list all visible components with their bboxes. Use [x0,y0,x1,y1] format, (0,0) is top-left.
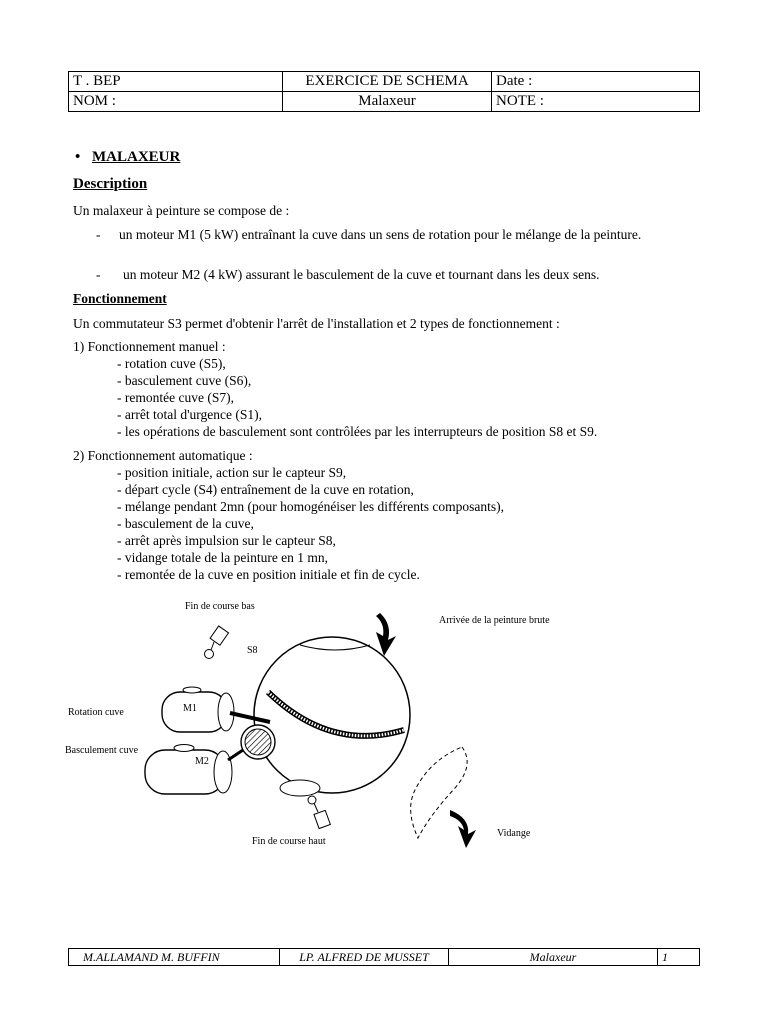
auto-item: - vidange totale de la peinture en 1 mn, [117,550,329,565]
label-s8: S8 [247,645,258,656]
label-fin-course-bas: Fin de course bas [185,601,255,612]
label-rotation-cuve: Rotation cuve [68,707,124,718]
manual-item: - les opérations de basculement sont contrôlées par les interrupteurs de position S8 et S9. [117,424,598,439]
footer-title: Malaxeur [449,949,658,966]
label-basculement-cuve: Basculement cuve [65,745,139,756]
sensor-s8 [205,626,229,658]
drain-path [411,747,476,848]
header-note: NOTE : [492,92,700,112]
section-title: MALAXEUR [92,149,181,165]
header-subject: Malaxeur [283,92,492,112]
fonctionnement-heading: Fonctionnement [73,291,167,306]
description-heading: Description [73,176,148,192]
auto-item: - arrêt après impulsion sur le capteur S8, [117,533,336,548]
header-table [68,71,700,112]
label-m1: M1 [183,703,197,714]
mixer-diagram [0,590,768,860]
inlet-arrow [376,613,396,656]
label-arrivee: Arrivée de la peinture brute [439,615,550,626]
label-vidange: Vidange [497,828,531,839]
manual-item: - arrêt total d'urgence (S1), [117,407,262,422]
manual-item: - rotation cuve (S5), [117,356,226,371]
header-class: T . BEP [69,72,283,92]
motor-m2 [145,725,275,794]
header-date: Date : [492,72,700,92]
header-exercise: EXERCICE DE SCHEMA [283,72,492,92]
auto-item: - départ cycle (S4) entraînement de la cuve en rotation, [117,482,414,497]
description-item: - un moteur M2 (4 kW) assurant le basculement de la cuve et tournant dans les deux sens. [96,267,600,282]
footer-school: LP. ALFRED DE MUSSET [280,949,449,966]
tank [254,637,410,796]
auto-item: - basculement de la cuve, [117,516,254,531]
footer-page: 1 [658,949,700,966]
manual-item: - remontée cuve (S7), [117,390,234,405]
footer-table [68,948,700,966]
label-fin-course-haut: Fin de course haut [252,836,326,847]
header-name: NOM : [69,92,283,112]
section-bullet: • [75,149,81,165]
description-intro: Un malaxeur à peinture se compose de : [73,203,290,218]
auto-item: - mélange pendant 2mn (pour homogénéiser les différents composants), [117,499,505,514]
sensor-s9 [308,796,330,829]
label-m2: M2 [195,756,209,767]
auto-title: 2) Fonctionnement automatique : [73,448,253,463]
auto-item: - position initiale, action sur le capteur S9, [117,465,347,480]
description-item: - un moteur M1 (5 kW) entraînant la cuve dans un sens de rotation pour le mélange de la peinture. [96,227,642,242]
fonctionnement-intro: Un commutateur S3 permet d'obtenir l'arrêt de l'installation et 2 types de fonctionnement : [73,316,560,331]
footer-authors: M.ALLAMAND M. BUFFIN [69,949,280,966]
auto-item: - remontée de la cuve en position initiale et fin de cycle. [117,567,420,582]
manual-title: 1) Fonctionnement manuel : [73,339,226,354]
manual-item: - basculement cuve (S6), [117,373,252,388]
